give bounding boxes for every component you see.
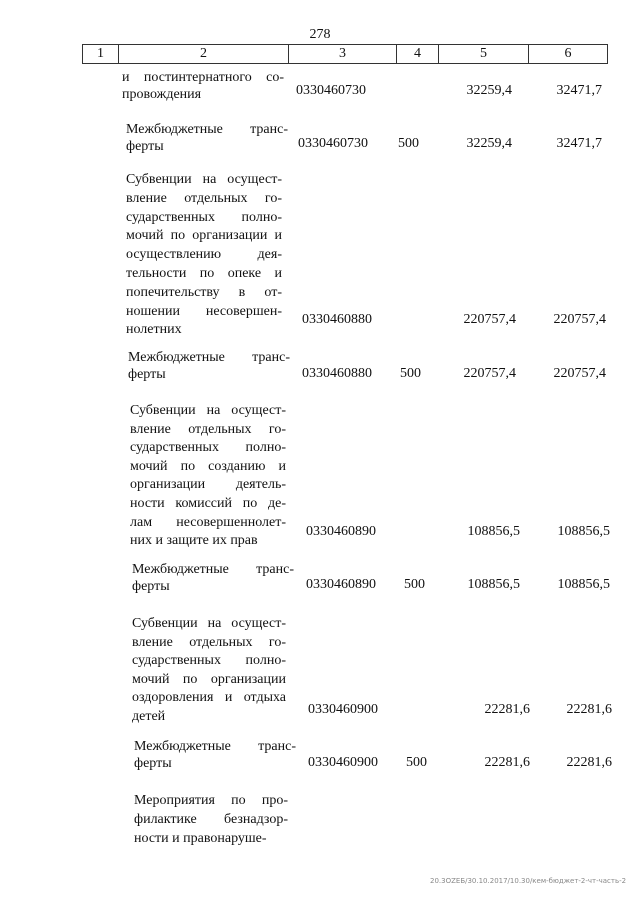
header-col-6: 6 — [564, 46, 572, 61]
table-header — [82, 44, 608, 64]
row-value-6: 220757,4 — [553, 366, 606, 381]
row-value-6: 108856,5 — [557, 524, 610, 539]
row-value-4: 500 — [400, 366, 421, 381]
row-value-5: 220757,4 — [463, 366, 516, 381]
row-value-6: 108856,5 — [557, 577, 610, 592]
row-code: 0330460880 — [302, 312, 372, 327]
row-value-5: 220757,4 — [463, 312, 516, 327]
row-description: Межбюджетные транс-ферты — [134, 739, 296, 771]
row-description: и постинтернатного со-провождения — [122, 70, 284, 102]
row-value-5: 22281,6 — [484, 755, 530, 770]
row-value-5: 32259,4 — [466, 83, 512, 98]
row-description: Субвенции на осущест-вление отдельных го-сударственных полно-мочий по организации оздоровления и отдыха детей — [132, 616, 286, 724]
row-value-6: 220757,4 — [553, 312, 606, 327]
header-col-2: 2 — [119, 45, 289, 63]
row-value-5: 108856,5 — [467, 524, 520, 539]
row-value-5: 32259,4 — [466, 136, 512, 151]
row-code: 0330460890 — [306, 577, 376, 592]
row-code: 0330460900 — [308, 755, 378, 770]
row-description: Межбюджетные транс-ферты — [128, 350, 290, 382]
header-col-4: 4 — [397, 45, 439, 63]
header-col-3: 3 — [289, 45, 397, 63]
row-description: Межбюджетные транс-ферты — [126, 122, 288, 154]
row-description: Межбюджетные транс-ферты — [132, 562, 294, 594]
page-number: 278 — [309, 27, 331, 42]
row-value-4: 500 — [398, 136, 419, 151]
row-code: 0330460730 — [298, 136, 368, 151]
row-value-4: 500 — [404, 577, 425, 592]
row-description: Субвенции на осущест-вление отдельных го-сударственных полно-мочий по созданию и организации деятель-ности комиссий по де-лам несовершеннолет-них и защите их прав — [130, 403, 286, 549]
row-code: 0330460730 — [296, 83, 366, 98]
row-code: 0330460880 — [302, 366, 372, 381]
row-value-6: 22281,6 — [566, 755, 612, 770]
row-value-6: 32471,7 — [556, 136, 602, 151]
row-value-5: 108856,5 — [467, 577, 520, 592]
row-description: Мероприятия по про-филактике безнадзор-ности и правонаруше- — [134, 793, 288, 846]
row-value-6: 22281,6 — [566, 702, 612, 717]
row-description: Субвенции на осущест-вление отдельных го-сударственных полно-мочий по организации и осуществлению дея-тельности по опеке и попечительству в от-ношении несовершен-нолетних — [126, 172, 282, 338]
row-value-5: 22281,6 — [484, 702, 530, 717]
row-value-6: 32471,7 — [556, 83, 602, 98]
header-col-5: 5 — [439, 45, 529, 63]
header-col-1: 1 — [83, 45, 119, 63]
row-code: 0330460900 — [308, 702, 378, 717]
row-value-4: 500 — [406, 755, 427, 770]
footer-stamp: 20.3ОZЕБ/30.10.2017/10.30/кем-бюджет-2-чт-часть-2 — [430, 877, 627, 885]
row-code: 0330460890 — [306, 524, 376, 539]
